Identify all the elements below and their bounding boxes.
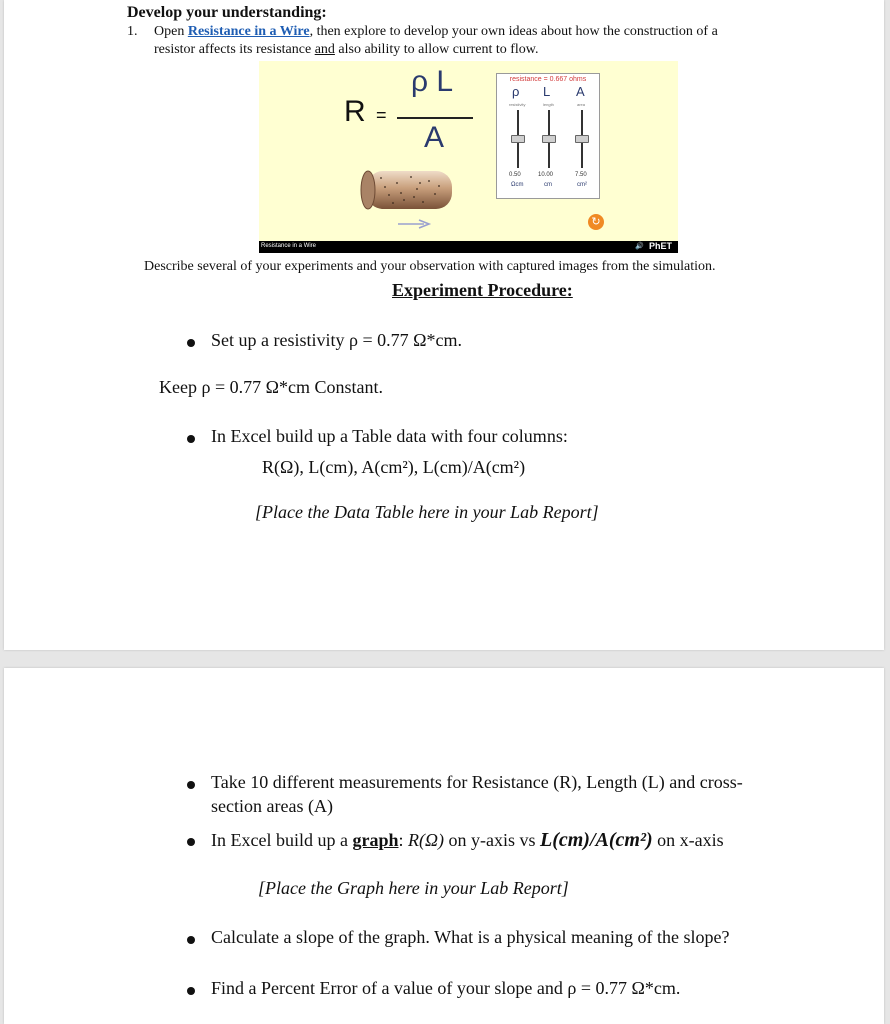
formula-r: R (344, 95, 366, 128)
area-value: 7.50 (575, 172, 587, 178)
bullet-measurements-line1: Take 10 different measurements for Resistance (R), Length (L) and cross- (211, 772, 743, 792)
formula-equals: = (376, 105, 387, 125)
rho-symbol: ρ (512, 84, 520, 99)
area-slider-knob[interactable] (575, 135, 589, 143)
graph-line-text: In Excel build up a (211, 830, 348, 850)
area-symbol: A (576, 84, 585, 99)
bullet-dot (187, 987, 195, 995)
bullet-excel-graph (211, 829, 724, 852)
graph-colon: : (398, 830, 404, 850)
bullet-measurements-line2: section areas (A) (211, 796, 333, 816)
graph-line-text: on x-axis (657, 830, 724, 850)
wire-resistor-image (359, 169, 461, 211)
simulation-title: Resistance in a Wire (261, 243, 317, 249)
instruction-text: Open (154, 24, 185, 39)
simulation-screenshot (259, 61, 678, 253)
bullet-dot (187, 781, 195, 789)
keep-constant-text: Keep ρ = 0.77 Ω*cm Constant. (159, 377, 383, 397)
describe-text: Describe several of your experiments and your observation with captured images from the simulation. (144, 259, 716, 274)
length-label: length (543, 102, 554, 107)
document-page-2 (4, 668, 884, 1024)
instruction-text: , then explore to develop your own ideas about how the construction of a (309, 24, 718, 39)
columns-line: R(Ω), L(cm), A(cm²), L(cm)/A(cm²) (262, 457, 526, 477)
instruction-text: resistor affects its resistance (154, 42, 312, 57)
area-label: area (577, 102, 586, 107)
graph-word: graph (352, 830, 399, 850)
sound-icon[interactable]: 🔊 (635, 242, 644, 250)
formula-numerator: ρ L (411, 65, 454, 98)
fraction-bar (397, 117, 473, 119)
instruction-line-1 (154, 24, 718, 40)
bullet-dot (187, 936, 195, 944)
bullet-dot (187, 838, 195, 846)
length-symbol: L (543, 84, 551, 99)
length-slider-knob[interactable] (542, 135, 556, 143)
bullet-dot (187, 339, 195, 347)
resistivity-slider-knob[interactable] (511, 135, 525, 143)
y-variable: R(Ω) (408, 830, 444, 850)
section-heading: Develop your understanding: (127, 4, 327, 21)
current-arrow-icon (397, 219, 433, 229)
length-value: 10.00 (538, 172, 554, 178)
bullet-dot (187, 435, 195, 443)
item-number: 1. (127, 24, 138, 39)
formula-denominator: A (424, 121, 445, 154)
control-panel (496, 73, 600, 199)
phet-logo[interactable]: PhET (648, 241, 672, 251)
procedure-heading: Experiment Procedure: (392, 280, 573, 300)
length-unit: cm (544, 182, 552, 188)
area-unit: cm² (577, 182, 587, 188)
simulation-link[interactable]: Resistance in a Wire (187, 24, 310, 39)
bullet-slope: Calculate a slope of the graph. What is a physical meaning of the slope? (211, 927, 730, 947)
document-page-1 (4, 0, 884, 650)
bullet-excel-table: In Excel build up a Table data with four columns: (211, 426, 568, 446)
reset-button[interactable]: ↻ (588, 214, 604, 230)
place-graph-note: [Place the Graph here in your Lab Report] (258, 878, 569, 898)
place-table-note: [Place the Data Table here in your Lab Report] (255, 502, 599, 522)
graph-line-text: on y-axis vs (448, 830, 536, 850)
instruction-line-2 (154, 42, 539, 58)
resistance-readout: resistance = 0.667 ohms (509, 76, 587, 83)
bullet-resistivity: Set up a resistivity ρ = 0.77 Ω*cm. (211, 330, 462, 350)
resistivity-value: 0.50 (509, 172, 521, 178)
bullet-percent-error: Find a Percent Error of a value of your slope and ρ = 0.77 Ω*cm. (211, 978, 681, 998)
x-variable: L(cm)/A(cm²) (540, 829, 653, 851)
resistivity-label: resistivity (509, 102, 526, 107)
resistivity-unit: Ωcm (511, 182, 524, 188)
underlined-and: and (314, 42, 335, 57)
simulation-toolbar (259, 241, 678, 253)
instruction-text: also ability to allow current to flow. (338, 42, 539, 57)
